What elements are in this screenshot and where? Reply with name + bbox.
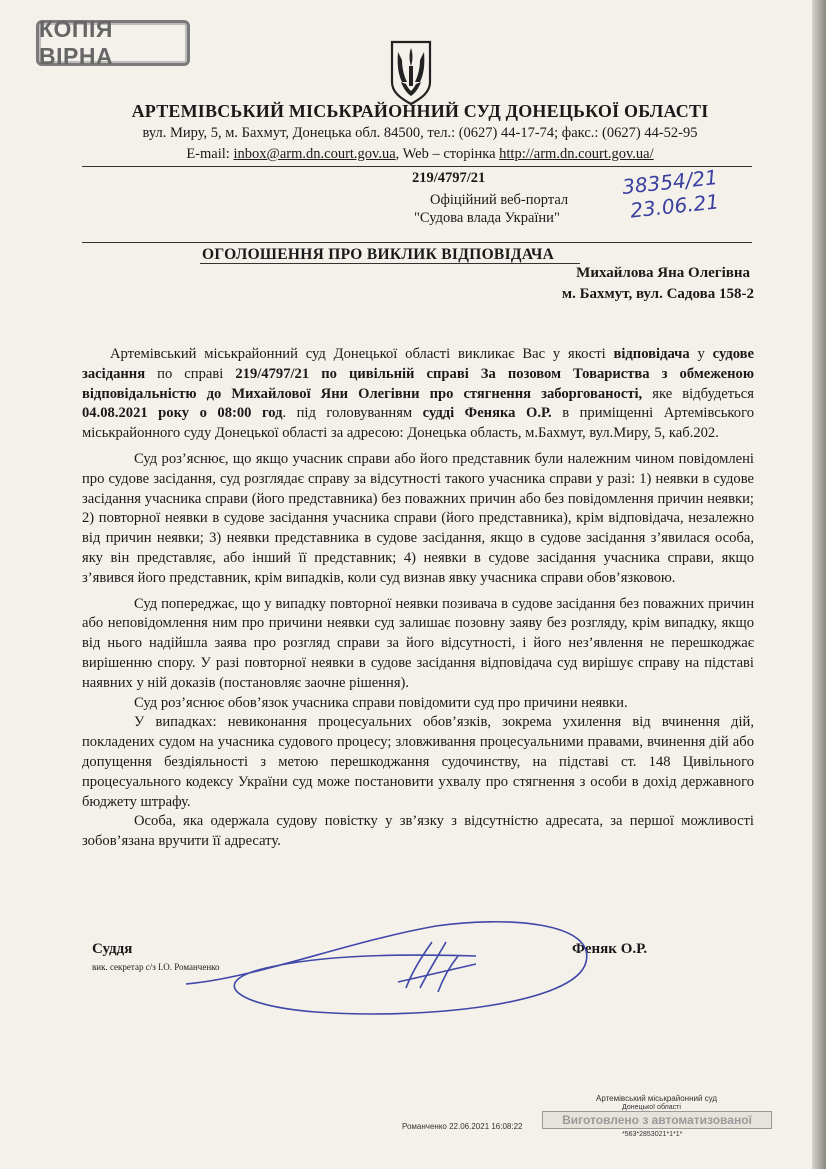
handwritten-registration-number: 38354/21 xyxy=(621,165,719,199)
case-number: 219/4797/21 xyxy=(412,170,486,186)
automation-stamp xyxy=(538,1093,776,1143)
email-link: inbox@arm.dn.court.gov.ua xyxy=(233,146,396,162)
court-address: вул. Миру, 5, м. Бахмут, Донецька обл. 84500, тел.: (0627) 44-17-74; факс.: (0627) 44-52-95 xyxy=(142,125,698,141)
trident-emblem-icon xyxy=(388,40,434,106)
judge-name: Феняк О.Р. xyxy=(572,941,648,957)
header-rule xyxy=(82,166,752,167)
title-rule-top xyxy=(82,242,752,243)
recipient-name: Михайлова Яна Олегівна xyxy=(576,265,750,281)
email-prefix: E-mail: xyxy=(186,146,234,162)
stamp-region: Донецької області xyxy=(622,1104,681,1111)
document-title: ОГОЛОШЕННЯ ПРО ВИКЛИК ВІДПОВІДАЧА xyxy=(202,246,555,263)
stamp-automated: Виготовлено з автоматизованої xyxy=(542,1111,772,1129)
handwritten-signature-icon xyxy=(176,912,616,1022)
secretary-note: вик. секретар с/з І.О. Романченко xyxy=(92,962,220,972)
court-name-heading: АРТЕМІВСЬКИЙ МІСЬКРАЙОННИЙ СУД ДОНЕЦЬКОЇ ОБЛАСТІ xyxy=(131,101,709,121)
web-link: http://arm.dn.court.gov.ua/ xyxy=(499,146,654,162)
page-edge xyxy=(812,0,826,1169)
stamp-barcode-text: *563*2853021*1*1* xyxy=(622,1131,683,1138)
paragraph-notify-duty: Суд роз’яснює обов’язок учасника справи повідомити суд про причини неявки. xyxy=(134,694,628,711)
generation-info: Романченко 22.06.2021 16:08:22 xyxy=(402,1122,523,1131)
paragraph-plaintiff-warning: Суд попереджає, що у випадку повторної неявки позивача в судове засідання без поважних причин або неповідомлення ним про причини неявки суд залишає позовну заяву без розгляду, крім випадку, якщо від нього надійшла заява про розгляд справи за його відсутності, і його нез’явлення не перешкоджає вирішенню спору. У разі повторної неявки в судове засідання відповідача суд вирішує справу на підставі наявних у ній доказів (постановляє заочне рішення). xyxy=(82,595,754,691)
paragraph-absence-rules: Суд роз’яснює, що якщо учасник справи або його представник були належним чином повідомлені про судове засідання, суд розглядає справу за відсутності такого учасника справи у разі: 1) неявки в судове засідання учасника справи (його представника) без поважних причин або без повідомлення причин неявки; 2) повторної неявки в судове засідання учасника справи (його представника), крім відповідача, незалежно від причин неявки; 3) неявки представника в судове засідання, якщо в судове засідання з’явилася особа, яку він представляє, або інший її представник; 4) неявки в судове засідання учасника справи, якщо з’явився його представник, крім випадків, коли суд визнав явку учасника справи обов’язковою. xyxy=(82,450,754,586)
portal-line-2: "Судова влада України" xyxy=(414,210,560,226)
recipient-address: м. Бахмут, вул. Садова 158-2 xyxy=(561,286,754,302)
paragraph-fines: У випадках: невиконання процесуальних обов’язків, зокрема ухилення від вчинення дій, покладених судом на учасника судового процесу; зловживання процесуальними правами, вчинення дій або допущення бездіяльності з метою перешкоджання судочинству, на підставі ст. 148 Цивільного процесуального кодексу України суд може постановити ухвалу про стягнення з особи в дохід державного бюджету штрафу. xyxy=(82,714,754,810)
web-prefix: , Web – сторінка xyxy=(395,146,500,162)
paragraph-delivery: Особа, яка одержала судову повістку у зв’язку з відсутністю адресата, за першої можливості зобов’язана вручити її адресату. xyxy=(82,813,754,850)
paragraph-summons: Артемівський міськрайонний суд Донецької області викликає Вас у якості відповідача у судове засідання по справі 219/4797/21 по цивільній справі За позовом Товариства з обмеженою відповідальністю до Михайлової Яни Олегівни про стягнення заборгованості, яке відбудеться 04.08.2021 року о 08:00 год. під головуванням судді Феняка О.Р. в приміщенні Артемівського міськрайонного суду Донецької області за адресою: Донецька область, м.Бахмут, вул.Миру, 5, каб.202. xyxy=(82,346,755,442)
court-contacts xyxy=(80,146,760,163)
copy-stamp: КОПІЯ ВІРНА xyxy=(36,20,190,66)
judge-label: Суддя xyxy=(92,941,133,957)
handwritten-registration-date: 23.06.21 xyxy=(628,189,721,223)
title-rule-bottom xyxy=(200,263,580,264)
stamp-court: Артемівський міськрайонний суд xyxy=(596,1094,718,1103)
portal-line-1: Офіційний веб-портал xyxy=(430,192,569,208)
notice-body xyxy=(82,345,754,852)
